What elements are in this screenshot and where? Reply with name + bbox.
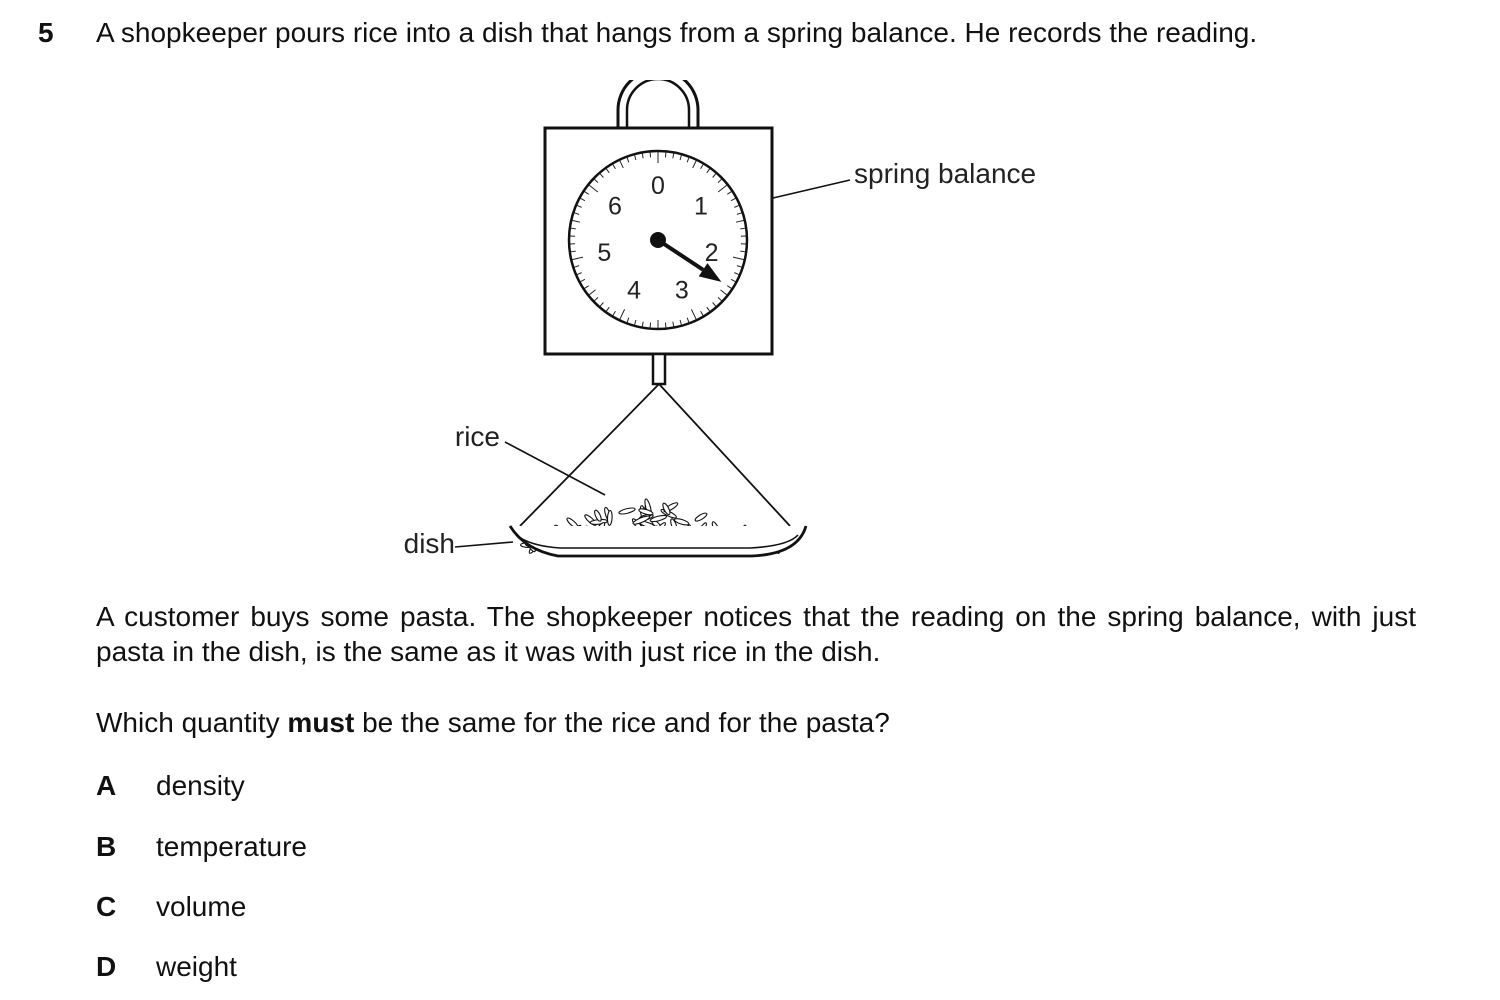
dial-number: 4	[627, 276, 642, 305]
dish-string-left	[520, 384, 659, 526]
dial-number: 1	[694, 192, 708, 221]
context-paragraph: A customer buys some pasta. The shopkeeper notices that the reading on the spring balance, with just pasta in the dish, is the same as it was with just rice in the dish.	[96, 601, 1416, 667]
dial-number: 6	[608, 192, 622, 221]
dish-leader-line	[455, 542, 513, 547]
pointer-pivot	[650, 232, 666, 248]
dial	[569, 151, 747, 329]
option-letter: C	[96, 891, 117, 922]
option-letter: D	[96, 951, 117, 982]
prompt-start: Which quantity	[96, 707, 288, 738]
dial-tick	[571, 251, 576, 252]
question-prompt	[96, 705, 1416, 740]
label-dish: dish	[403, 528, 455, 559]
prompt-end: be the same for the rice and for the pasta?	[354, 707, 890, 738]
option-b[interactable]	[96, 831, 307, 863]
option-letter: A	[96, 770, 117, 801]
spring-balance-diagram	[380, 80, 1080, 570]
rice-leader-line	[505, 442, 605, 495]
dish	[510, 526, 806, 556]
option-text: weight	[156, 951, 237, 982]
dial-number: 3	[674, 276, 689, 305]
balance-leader-line	[773, 180, 850, 198]
question-stem: A shopkeeper pours rice into a dish that hangs from a spring balance. He records the reading.	[96, 17, 1258, 48]
dial-tick	[740, 251, 745, 252]
question-number: 5	[38, 17, 54, 48]
label-spring-balance: spring balance	[854, 158, 1037, 189]
dial-number: 0	[651, 172, 665, 200]
rice-grain	[694, 512, 708, 523]
label-rice: rice	[454, 421, 500, 452]
prompt-emphasis: must	[287, 707, 355, 738]
option-a[interactable]	[96, 770, 245, 802]
option-letter: B	[96, 831, 117, 862]
rice-grain	[607, 510, 612, 525]
dial-tick	[740, 228, 745, 229]
option-text: volume	[156, 891, 247, 922]
balance-stem	[653, 354, 665, 384]
option-d[interactable]	[96, 951, 237, 983]
option-text: temperature	[156, 831, 307, 862]
dish-string-right	[659, 384, 790, 526]
rice-grain	[618, 507, 635, 515]
option-c[interactable]	[96, 891, 246, 923]
dial-tick	[571, 228, 576, 229]
option-text: density	[156, 770, 245, 801]
hanger-hook	[618, 80, 698, 128]
dial-number: 5	[597, 239, 612, 268]
dial-number: 2	[704, 239, 719, 268]
